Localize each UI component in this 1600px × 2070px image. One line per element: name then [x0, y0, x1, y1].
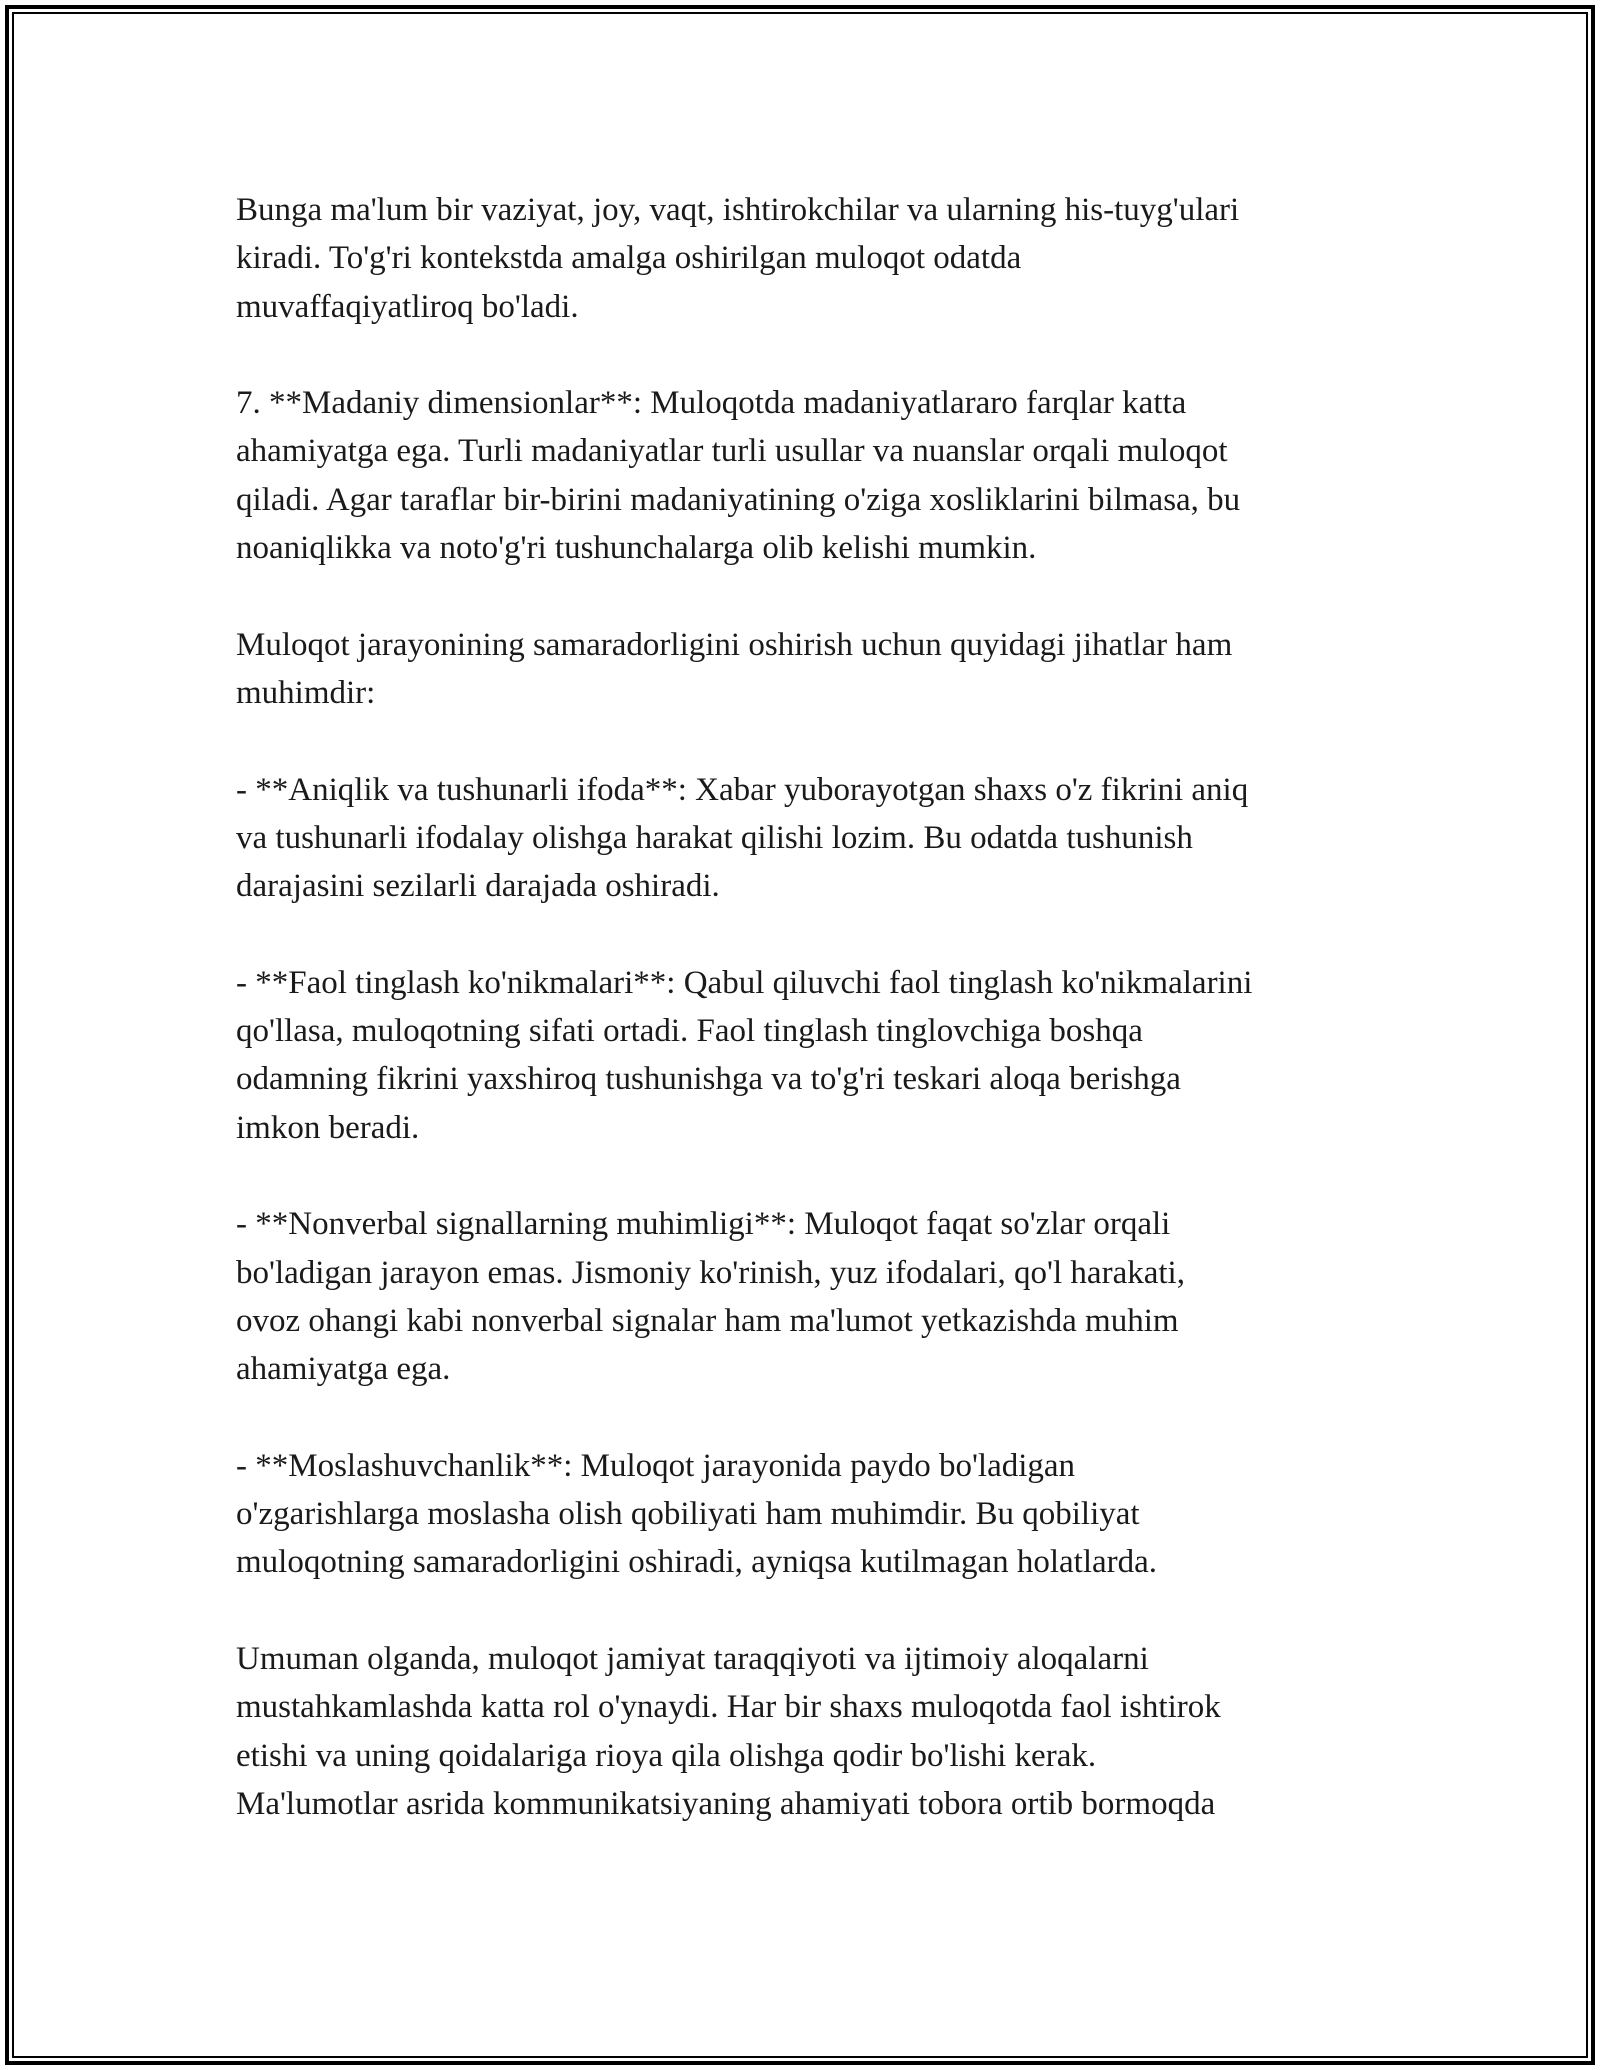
paragraph-effectiveness-intro: Muloqot jarayonining samaradorligini oshirish uchun quyidagi jihatlar ham muhimdir:: [236, 626, 1233, 711]
paragraph-conclusion: Umuman olganda, muloqot jamiyat taraqqiyoti va ijtimoiy aloqalarni mustahkamlashda katta rol o'ynaydi. Har bir shaxs muloqotda faol ishtirok etishi va uning qoidalariga rioya qila olishga qodir bo'lishi kerak. Ma'lumotlar asrida kommunikatsiyaning ahamiyati tobora ortib bormoqda: [236, 1640, 1221, 1822]
paragraph-context: Bunga ma'lum bir vaziyat, joy, vaqt, ishtirokchilar va ularning his-tuyg'ulari kiradi. To'g'ri kontekstda amalga oshirilgan muloqot odatda muvaffaqiyatliroq bo'ladi.: [236, 192, 1240, 325]
list-item-flexibility: - **Moslashuvchanlik**: Muloqot jarayonida paydo bo'ladigan o'zgarishlarga moslasha olish qobiliyati ham muhimdir. Bu qobiliyat muloqotning samaradorligini oshiradi, ayniqsa kutilmagan holatlarda.: [236, 1447, 1158, 1581]
list-item-active-listening: - **Faol tinglash ko'nikmalari**: Qabul qiluvchi faol tinglash ko'nikmalarini qo'llasa, muloqotning sifati ortadi. Faol tinglash tinglovchiga boshqa odamning fikrini yaxshiroq tushunishga va to'g'ri teskari aloqa berishga imkon beradi.: [236, 964, 1253, 1146]
list-item-clarity: - **Aniqlik va tushunarli ifoda**: Xabar yuborayotgan shaxs o'z fikrini aniq va tushunarli ifodalay olishga harakat qilishi lozim. Bu odatda tushunish darajasini sezilarli darajada oshiradi.: [236, 771, 1249, 905]
document-body: [236, 186, 1376, 1828]
paragraph-cultural-dimensions: 7. **Madaniy dimensionlar**: Muloqotda madaniyatlararo farqlar katta ahamiyatga ega. Turli madaniyatlar turli usullar va nuanslar orqali muloqot qiladi. Agar taraflar bir-birini madaniyatining o'ziga xosliklarini bilmasa, bu noaniqlikka va noto'g'ri tushunchalarga olib kelishi mumkin.: [236, 385, 1241, 567]
list-item-nonverbal-signals: - **Nonverbal signallarning muhimligi**: Muloqot faqat so'zlar orqali bo'ladigan jarayon emas. Jismoniy ko'rinish, yuz ifodalari, qo'l harakati, ovoz ohangi kabi nonverbal signalar ham ma'lumot yetkazishda muhim ahamiyatga ega.: [236, 1206, 1185, 1388]
